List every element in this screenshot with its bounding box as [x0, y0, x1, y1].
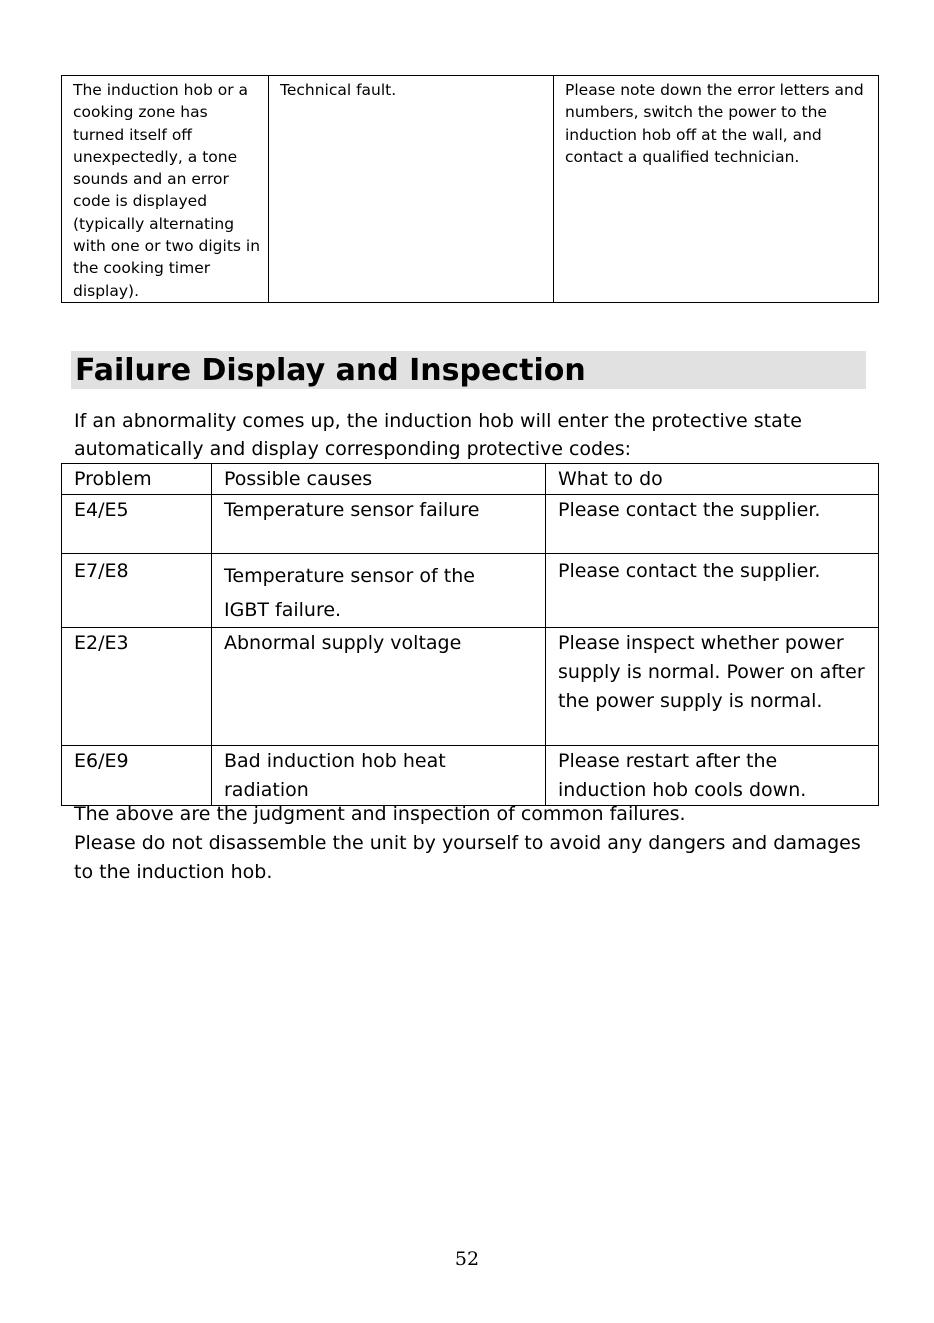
cause-cell: Technical fault.: [269, 76, 554, 303]
fault-code: E2/E3: [62, 628, 212, 746]
table-row: [62, 554, 879, 628]
closing-notes: [74, 800, 874, 887]
section-heading: Failure Display and Inspection: [71, 351, 866, 389]
page-number: 52: [454, 1248, 480, 1270]
fault-cause: Abnormal supply voltage: [212, 628, 546, 746]
table-header-row: [62, 464, 879, 495]
table-row: [62, 628, 879, 746]
fault-code: E7/E8: [62, 554, 212, 628]
fault-code: E6/E9: [62, 746, 212, 806]
table-row: [62, 495, 879, 554]
table-row: [62, 76, 879, 303]
note-paragraph: Please do not disassemble the unit by yourself to avoid any dangers and damages to the induction hob.: [74, 832, 861, 883]
fault-cause: Temperature sensor of the IGBT failure.: [212, 554, 546, 628]
note-paragraph: The above are the judgment and inspection of common failures.: [74, 803, 686, 825]
fault-code: E4/E5: [62, 495, 212, 554]
fault-solution: Please contact the supplier.: [546, 495, 879, 554]
intro-paragraph: If an abnormality comes up, the induction hob will enter the protective state automatically and display corresponding protective codes:: [74, 410, 802, 460]
header-causes: Possible causes: [212, 464, 546, 495]
header-problem: Problem: [62, 464, 212, 495]
fault-code-table: [61, 463, 879, 806]
header-what-to-do: What to do: [546, 464, 879, 495]
problem-cell: The induction hob or a cooking zone has turned itself off unexpectedly, a tone sounds and an error code is displayed (typically alternating with one or two digits in the cooking timer display).: [62, 76, 269, 303]
fault-solution: Please inspect whether power supply is normal. Power on after the power supply is normal.: [546, 628, 879, 746]
solution-cell: Please note down the error letters and numbers, switch the power to the induction hob off at the wall, and contact a qualified technician.: [554, 76, 879, 303]
troubleshooting-table: [61, 75, 879, 303]
table-row: [62, 746, 879, 806]
fault-cause: Bad induction hob heat radiation: [212, 746, 546, 806]
fault-solution: Please contact the supplier.: [546, 554, 879, 628]
fault-solution: Please restart after the induction hob cools down.: [546, 746, 879, 806]
fault-cause: Temperature sensor failure: [212, 495, 546, 554]
